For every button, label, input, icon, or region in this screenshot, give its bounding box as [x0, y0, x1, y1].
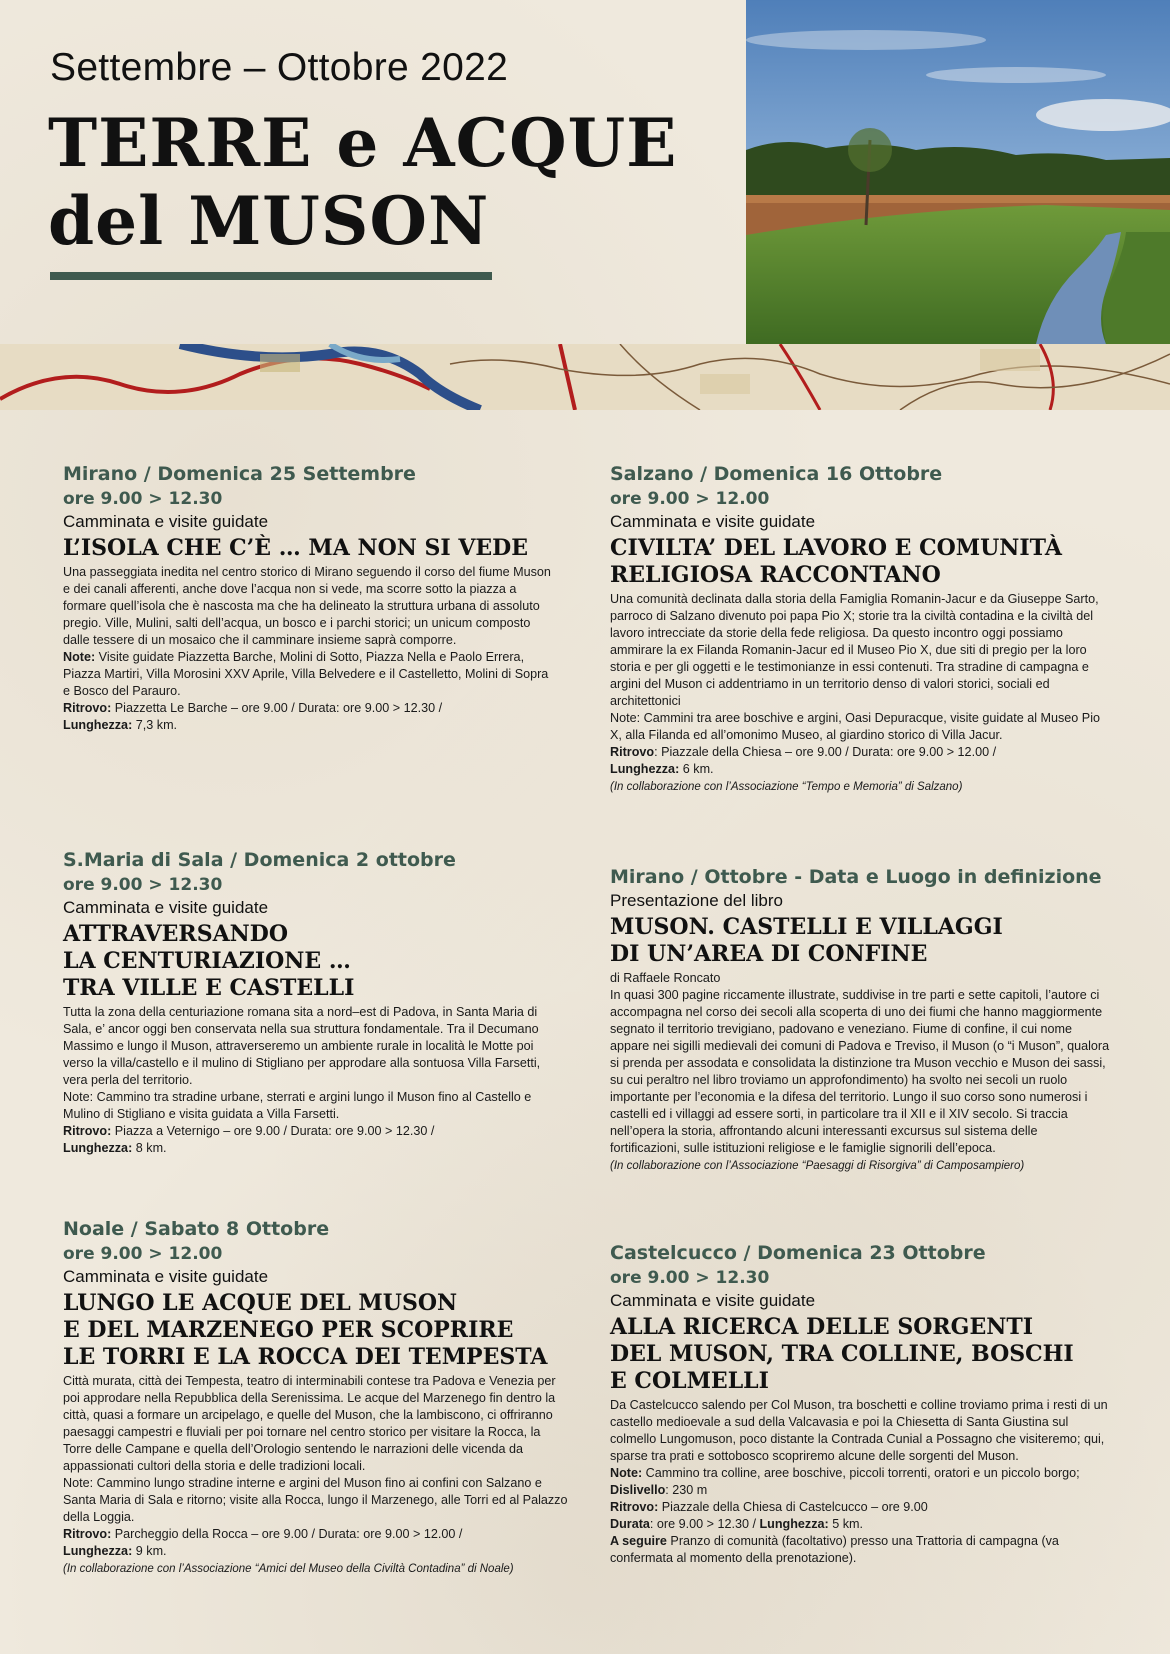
event-body — [63, 564, 558, 734]
page-title-line-1: TERRE e ACQUE — [48, 104, 678, 182]
event-castelcucco-walk — [610, 1240, 1110, 1567]
event-title-line: DI UN’AREA DI CONFINE — [610, 941, 928, 967]
event-note: Cammino tra colline, aree boschive, piccoli torrenti, oratori e un piccolo borgo; — [642, 1466, 1080, 1480]
event-description: Tutta la zona della centuriazione romana sita a nord–est di Padova, in Santa Maria di Sala, e’ ancor oggi ben conservata nella sua struttura fondamentale. Tra il Decumano Massimo e lungo il Muson, attraverseremo un ambiente rurale in località le Motte poi verso la villa/castello e il mulino di Stigliano per approdare alla sontuosa Villa Farsetti, vera perla del territorio. — [63, 1005, 541, 1087]
date-range-subtitle: Settembre – Ottobre 2022 — [50, 46, 509, 89]
event-dislivello: : 230 m — [665, 1483, 708, 1497]
event-place-date: Mirano / Domenica 25 Settembre — [63, 463, 416, 485]
event-lunghezza: 7,3 km. — [132, 718, 178, 732]
event-lunghezza: 9 km. — [132, 1544, 167, 1558]
event-type: Camminata e visite guidate — [63, 512, 269, 531]
ritrovo-label: Ritrovo: — [610, 1500, 659, 1514]
event-title-line: CIVILTA’ DEL LAVORO E COMUNITÀ — [610, 535, 1062, 561]
event-title — [63, 535, 558, 562]
event-type: Camminata e visite guidate — [610, 1291, 816, 1310]
note-label: Note: — [63, 650, 96, 664]
event-collaboration: (In collaborazione con l’Associazione “Amici del Museo della Civiltà Contadina” di Noale) — [63, 1563, 514, 1575]
event-time: ore 9.00 > 12.00 — [63, 1244, 223, 1264]
event-title — [610, 535, 1110, 589]
event-description: In quasi 300 pagine riccamente illustrate, suddivise in tre parti e sette capitoli, l’autore ci accompagna nel corso dei secoli alla scoperta di uno dei fiumi che hanno maggiormente segnato il territorio trevigiano, padovano e veneziano. Fiume di confine, il cui nome appare nei sigilli medievali dei comuni di Padova e Treviso, il Muson (o “i Muson”, qualora si prenda per assodata e consolidata la distinzione tra Muson vecchio e Muson dei sassi, su cui peraltro nel libro troviamo un approfondimento) ha svolto nei secoli un ruolo importante per l’economia e la difesa del territorio. Lungo il suo corso sono numerosi i castelli ed i villaggi ad essere sorti, in particolare tra il XII e il XIV secolo. Si traccia nell’opera la storia, affrontando alcuni interessanti excursus sul sistema delle fortificazioni, sulle istituzioni religiose e le famiglie signorili dell’epoca. — [610, 988, 1110, 1155]
lunghezza-label: Lunghezza: — [63, 1544, 133, 1558]
event-title — [610, 914, 1110, 968]
page-title — [48, 104, 677, 260]
event-description: Città murata, città dei Tempesta, teatro di interminabili contese tra Padova e Venezia per poi approdare nella Repubblica della Serenissima. Le acque del Marzenego fin dentro la città, quasi a formare un arcipelago, e quelle del Muson, che la lambiscono, ci offriranno paesaggi campestri e fluviali per poi tornare nel centro storico per visitare la Rocca, la Torre delle Campane e quella dell’Orologio sentendo le narrazioni delle vicenda da appassionati cultori della storia e delle tradizioni locali. — [63, 1374, 556, 1473]
event-ritrovo: Parcheggio della Rocca – ore 9.00 / Durata: ore 9.00 > 12.00 / — [111, 1527, 463, 1541]
book-author: di Raffaele Roncato — [610, 971, 721, 985]
event-note: Visite guidate Piazzetta Barche, Molini di Sotto, Piazza Nella e Paolo Errera, Piazza Martiri, Villa Morosini XXV Aprile, Villa Belvedere e il Castelletto, Molini di Sopra e Bosco del Parauro. — [63, 650, 549, 698]
event-note: Note: Cammino lungo stradine interne e argini del Muson fino ai confini con Salzano e Santa Maria di Sala e ritorno; visite alla Rocca, lungo il Marzenego, alle Torri ed al Palazzo della Loggia. — [63, 1476, 568, 1524]
ritrovo-label: Ritrovo: — [63, 1124, 112, 1138]
event-collaboration: (In collaborazione con l’Associazione “Paesaggi di Risorgiva” di Camposampiero) — [610, 1160, 1025, 1172]
event-durata: : ore 9.00 > 12.30 / — [649, 1517, 756, 1531]
event-book-presentation — [610, 864, 1110, 1175]
event-time: ore 9.00 > 12.30 — [63, 875, 223, 895]
a-seguire-label: A seguire — [610, 1534, 667, 1548]
event-title-line: ATTRAVERSANDO — [63, 921, 289, 947]
event-title-line: E COLMELLI — [610, 1368, 769, 1394]
lunghezza-label: Lunghezza: — [63, 718, 133, 732]
event-type: Camminata e visite guidate — [63, 898, 269, 917]
event-note: Note: Cammino tra stradine urbane, sterrati e argini lungo il Muson fino al Castello e Mulino di Stigliano e visita guidata a Villa Farsetti. — [63, 1090, 532, 1121]
event-time: ore 9.00 > 12.30 — [610, 1268, 770, 1288]
event-lunghezza: 8 km. — [132, 1141, 167, 1155]
event-title-line: MUSON. CASTELLI E VILLAGGI — [610, 914, 1003, 940]
event-type: Camminata e visite guidate — [610, 512, 816, 531]
durata-label: Durata — [610, 1517, 650, 1531]
event-title-line: TRA VILLE E CASTELLI — [63, 975, 355, 1001]
event-collaboration: (In collaborazione con l’Associazione “Tempo e Memoria” di Salzano) — [610, 781, 963, 793]
event-ritrovo: Piazza a Veternigo – ore 9.00 / Durata: ore 9.00 > 12.30 / — [111, 1124, 435, 1138]
ritrovo-label: Ritrovo: — [63, 1527, 112, 1541]
title-underline — [50, 272, 492, 280]
event-title-line: LA CENTURIAZIONE … — [63, 948, 351, 974]
event-time: ore 9.00 > 12.00 — [610, 489, 770, 509]
ritrovo-label: Ritrovo: — [63, 701, 112, 715]
event-salzano-walk — [610, 461, 1110, 796]
event-body — [63, 1373, 568, 1578]
event-body — [610, 1397, 1110, 1567]
event-body — [610, 970, 1110, 1175]
page-title-line-2: del MUSON — [48, 182, 490, 260]
historic-map-strip — [0, 344, 1170, 410]
event-place-date: Mirano / Ottobre - Data e Luogo in definizione — [610, 866, 1102, 888]
event-note: Note: Cammini tra aree boschive e argini, Oasi Depuracque, visite guidate al Museo Pio X, alla Filanda ed all’omonimo Museo, al giardino storico di Villa Jacur. — [610, 711, 1101, 742]
event-noale-walk — [63, 1216, 568, 1578]
event-time: ore 9.00 > 12.30 — [63, 489, 223, 509]
event-title-line: LE TORRI E LA ROCCA DEI TEMPESTA — [63, 1344, 548, 1370]
event-mirano-walk — [63, 461, 558, 734]
event-description: Una passeggiata inedita nel centro storico di Mirano seguendo il corso del fiume Muson e dei canali afferenti, anche dove l’acqua non si vede, ma scorre sotto la piazza a formare quell’isola che è nascosta ma che ha delineato la struttura urbana di assoluto pregio. Ville, Mulini, salti dell’acqua, un bosco e i parchi storici; un unicum composto dalle tessere di un mosaico che il camminare insieme saprà comporre. — [63, 565, 551, 647]
event-type: Presentazione del libro — [610, 891, 783, 910]
event-place-date: Castelcucco / Domenica 23 Ottobre — [610, 1242, 986, 1264]
lunghezza-label: Lunghezza: — [759, 1517, 829, 1531]
event-place-date: Salzano / Domenica 16 Ottobre — [610, 463, 943, 485]
event-title-line: RELIGIOSA RACCONTANO — [610, 562, 941, 588]
dislivello-label: Dislivello — [610, 1483, 666, 1497]
event-title — [63, 921, 558, 1002]
event-title — [63, 1290, 568, 1371]
event-ritrovo: Piazzetta Le Barche – ore 9.00 / Durata: ore 9.00 > 12.30 / — [111, 701, 443, 715]
event-title-line: L’ISOLA CHE C’È … MA NON SI VEDE — [63, 535, 529, 561]
lunghezza-label: Lunghezza: — [610, 762, 680, 776]
event-body — [610, 591, 1110, 796]
event-place-date: S.Maria di Sala / Domenica 2 ottobre — [63, 849, 456, 871]
event-body — [63, 1004, 558, 1157]
note-label: Note: — [610, 1466, 643, 1480]
event-lunghezza: 5 km. — [828, 1517, 864, 1531]
lunghezza-label: Lunghezza: — [63, 1141, 133, 1155]
event-lunghezza: 6 km. — [679, 762, 714, 776]
event-description: Da Castelcucco salendo per Col Muson, tra boschetti e colline troviamo prima i resti di un castello medioevale a sud della Valcavasia e poi la Chiesetta di Santa Giustina sul colmello Lungomuson, poco distante la Contrada Cunial a Possagno che visiteremo; qui, sparse tra prati e sottobosco scopriremo alcune delle sorgenti del Muson. — [610, 1398, 1108, 1463]
event-a-seguire: Pranzo di comunità (facoltativo) presso una Trattoria di campagna (va confermata al momento della prenotazione). — [610, 1534, 1059, 1565]
ritrovo-label: Ritrovo — [610, 745, 655, 759]
event-ritrovo: : Piazzale della Chiesa – ore 9.00 / Durata: ore 9.00 > 12.00 / — [654, 745, 997, 759]
event-title-line: E DEL MARZENEGO PER SCOPRIRE — [63, 1317, 514, 1343]
event-title — [610, 1314, 1110, 1395]
event-title-line: ALLA RICERCA DELLE SORGENTI — [610, 1314, 1033, 1340]
event-santa-maria-di-sala-walk — [63, 847, 558, 1157]
event-place-date: Noale / Sabato 8 Ottobre — [63, 1218, 330, 1240]
river-landscape-photo — [746, 0, 1170, 344]
event-title-line: LUNGO LE ACQUE DEL MUSON — [63, 1290, 458, 1316]
event-ritrovo: Piazzale della Chiesa di Castelcucco – ore 9.00 — [658, 1500, 928, 1514]
event-description: Una comunità declinata dalla storia della Famiglia Romanin-Jacur e da Giuseppe Sarto, parroco di Salzano divenuto poi papa Pio X; storie tra la civiltà contadina e la civiltà del lavoro intrecciate da storie della fede religiosa. Da questo incontro oggi possiamo ammirare la ex Filanda Romanin-Jacur ed il Museo Pio X, due siti di pregio per la loro storia e per gli oggetti e le testimonianze in essi contenuti. Tra stradine di campagna e argini del Muson ci addentriamo in un territorio denso di valori storici, sociali ed architettonici — [610, 592, 1099, 708]
event-type: Camminata e visite guidate — [63, 1267, 269, 1286]
event-title-line: DEL MUSON, TRA COLLINE, BOSCHI — [610, 1341, 1074, 1367]
